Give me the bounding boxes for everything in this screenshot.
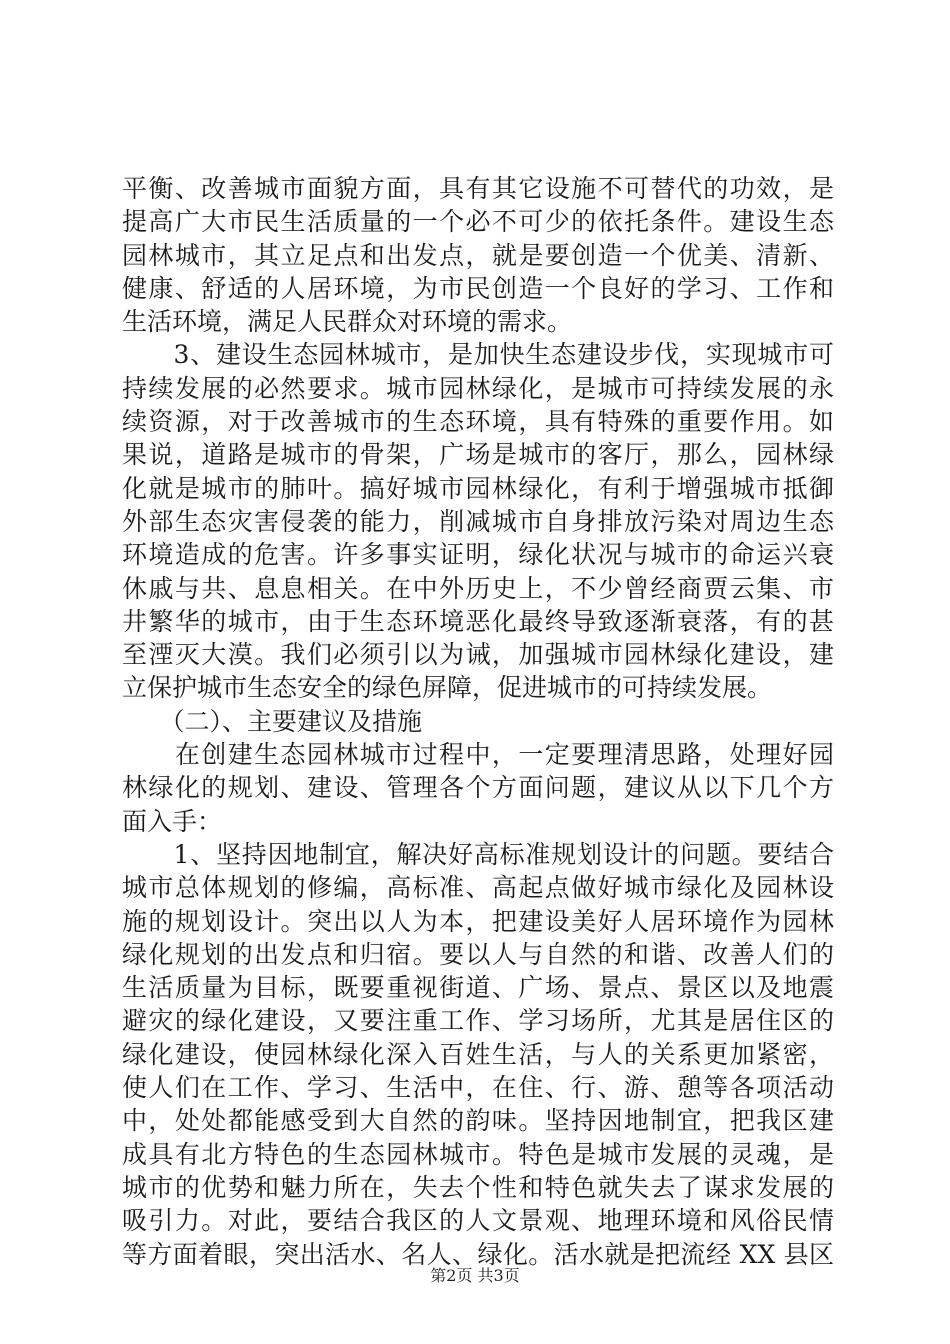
text-line: 等方面着眼，突出活水、名人、绿化。活水就是把流经 XX 县区	[122, 1239, 834, 1269]
text-line: 施的规划设计。突出以人为本，把建设美好人居环境作为园林	[122, 906, 834, 936]
text-line: 生活质量为目标，既要重视街道、广场、景点、景区以及地震	[122, 973, 834, 1003]
text-line: 在创建生态园林城市过程中，一定要理清思路，处理好园	[122, 740, 834, 770]
text-line: 化就是城市的肺叶。搞好城市园林绿化，有利于增强城市抵御	[122, 473, 834, 503]
text-line: 避灾的绿化建设，又要注重工作、学习场所，尤其是居住区的	[122, 1006, 834, 1036]
text-line: 井繁华的城市，由于生态环境恶化最终导致逐渐衰落，有的甚	[122, 606, 834, 636]
text-line: 使人们在工作、学习、生活中，在住、行、游、憩等各项活动	[122, 1073, 834, 1103]
text-line: 果说，道路是城市的骨架，广场是城市的客厅，那么，园林绿	[122, 440, 834, 470]
text-line: 成具有北方特色的生态园林城市。特色是城市发展的灵魂，是	[122, 1139, 834, 1169]
text-line: 健康、舒适的人居环境，为市民创造一个良好的学习、工作和	[122, 273, 834, 303]
text-line: 面入手：	[122, 806, 223, 836]
text-line: 至湮灭大漠。我们必须引以为诫，加强城市园林绿化建设，建	[122, 640, 834, 670]
text-line: 生活环境，满足人民群众对环境的需求。	[122, 307, 573, 337]
text-line: 吸引力。对此，要结合我区的人文景观、地理环境和风俗民情	[122, 1206, 834, 1236]
text-line: 持续发展的必然要求。城市园林绿化，是城市可持续发展的永	[122, 373, 834, 403]
body-text	[122, 172, 834, 1271]
text-line: 环境造成的危害。许多事实证明，绿化状况与城市的命运兴衰	[122, 540, 834, 570]
text-line: 3、建设生态园林城市，是加快生态建设步伐，实现城市可	[122, 340, 834, 370]
text-line: 绿化建设，使园林绿化深入百姓生活，与人的关系更加紧密，	[122, 1039, 834, 1069]
text-line: 休戚与共、息息相关。在中外历史上，不少曾经商贾云集、市	[122, 573, 834, 603]
text-line: 提高广大市民生活质量的一个必不可少的依托条件。建设生态	[122, 207, 834, 237]
text-line: 外部生态灾害侵袭的能力，削减城市自身排放污染对周边生态	[122, 506, 834, 536]
text-line: 平衡、改善城市面貌方面，具有其它设施不可替代的功效，是	[122, 174, 834, 203]
text-line: 立保护城市生态安全的绿色屏障，促进城市的可持续发展。	[122, 673, 773, 703]
page-footer: 第2页 共3页	[430, 1266, 520, 1285]
text-line: 绿化规划的出发点和归宿。要以人与自然的和谐、改善人们的	[122, 939, 834, 969]
text-line: 续资源，对于改善城市的生态环境，具有特殊的重要作用。如	[122, 407, 834, 437]
text-line: 中，处处都能感受到大自然的韵味。坚持因地制宜，把我区建	[122, 1106, 834, 1136]
text-line: 1、坚持因地制宜，解决好高标准规划设计的问题。要结合	[122, 839, 834, 869]
text-line: 林绿化的规划、建设、管理各个方面问题，建议从以下几个方	[122, 773, 834, 803]
text-line: 城市总体规划的修编，高标准、高起点做好城市绿化及园林设	[122, 873, 834, 903]
text-line: （二）、主要建议及措施	[122, 706, 423, 736]
text-line: 园林城市，其立足点和出发点，就是要创造一个优美、清新、	[122, 240, 834, 270]
text-line: 城市的优势和魅力所在，失去个性和特色就失去了谋求发展的	[122, 1172, 834, 1202]
